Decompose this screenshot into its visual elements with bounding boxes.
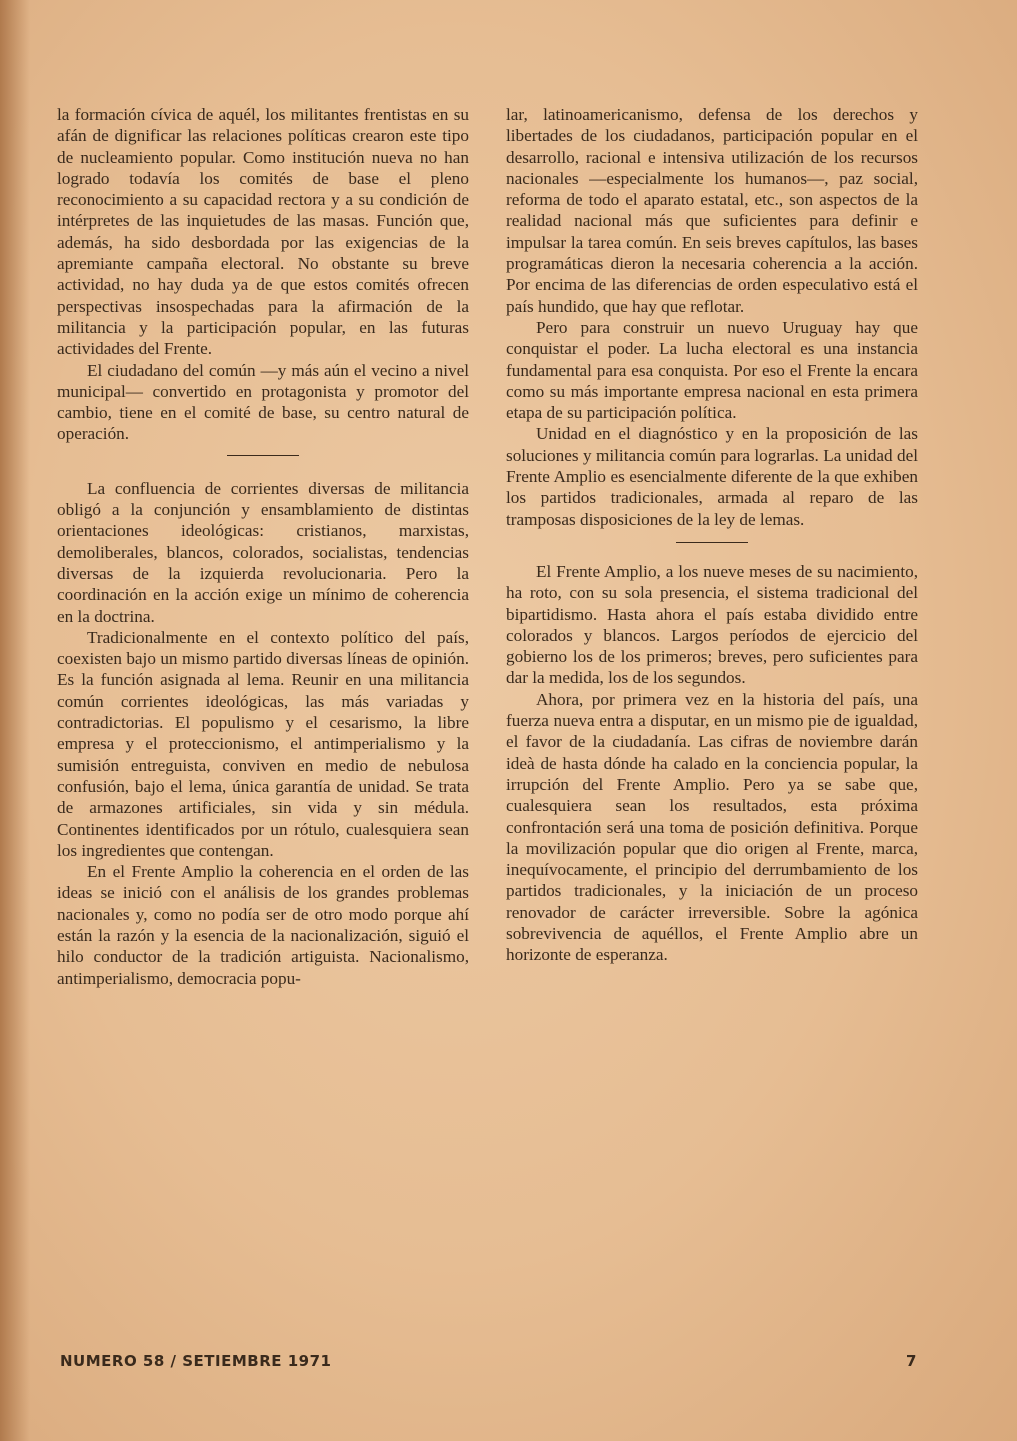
paragraph: lar, latinoamericanismo, defensa de los derechos y libertades de los ciudadanos, participación popular en el desarrollo, racional e intensiva utilización de los recursos nacionales —especialmente los humanos—, paz social, reforma de todo el aparato estatal, etc., son aspectos de la realidad nacional más que suficientes para definir e impulsar la tarea común. En seis breves capítulos, las bases programáticas dieron la necesaria coherencia a la acción. Por encima de las diferencias de orden especulativo está el país hundido, que hay que reflotar. [506,105,918,316]
issue-footer: NUMERO 58 / SETIEMBRE 1971 [60,1352,332,1370]
paragraph: En el Frente Amplio la coherencia en el orden de las ideas se inició con el análisis de los grandes problemas nacionales y, como no podía ser de otro modo porque ahí están la razón y la esencia de la nacionalización, siguió el hilo conductor de la tradición artiguista. Nacionalismo, antimperialismo, democracia popu- [57,862,469,988]
section-divider [676,542,748,543]
section-divider [227,455,299,456]
paragraph: El ciudadano del común —y más aún el vecino a nivel municipal— convertido en protagonista y promotor del cambio, tiene en el comité de base, su centro natural de operación. [57,360,469,444]
paragraph: Pero para construir un nuevo Uruguay hay que conquistar el poder. La lucha electoral es una instancia fundamental para esa conquista. Por eso el Frente la encara como su más importante empresa nacional en esta primera etapa de su participación política. [506,317,918,423]
paragraph: La confluencia de corrientes diversas de militancia obligó a la conjunción y ensamblamiento de distintas orientaciones ideológicas: cristianos, marxistas, demoliberales, blancos, colorados, socialistas, tendencias diversas de la izquierda revolucionaria. Pero la coordinación en la acción exige un mínimo de coherencia en la doctrina. [57,478,469,626]
paragraph: Tradicionalmente en el contexto político del país, coexisten bajo un mismo partido diversas líneas de opinión. Es la función asignada al lema. Reunir en una militancia común corrientes ideológicas, las más variadas y contradictorias. El populismo y el cesarismo, la libre empresa y el proteccionismo, el antimperialismo y la sumisión entreguista, conviven en medio de nebulosa confusión, bajo el lema, única garantía de unidad. Se trata de armazones artificiales, sin vida y sin médula. Continentes identificados por un rótulo, cualesquiera sean los ingredientes que contengan. [57,627,469,860]
paragraph: Ahora, por primera vez en la historia del país, una fuerza nueva entra a disputar, en un mismo pie de igualdad, el favor de la ciudadanía. Las cifras de noviembre darán ideà de hasta dónde ha calado en la conciencia popular, la irrupción del Frente Amplio. Pero ya se sabe que, cualesquiera sean los resultados, esta próxima confrontación será una toma de posición definitiva. Porque la movilización popular que dio origen al Frente, marca, inequívocamente, el principio del derrumbamiento de los partidos tradicionales, y la iniciación de un proceso renovador de carácter irreversible. Sobre la agónica sobrevivencia de aquéllos, el Frente Amplio abre un horizonte de esperanza. [506,689,918,965]
paragraph: Unidad en el diagnóstico y en la proposición de las soluciones y militancia común para lograrlas. La unidad del Frente Amplio es esencialmente diferente de la que exhiben los partidos tradicionales, armada al reparo de las tramposas disposiciones de la ley de lemas. [506,424,918,529]
right-column [506,104,918,966]
paragraph: El Frente Amplio, a los nueve meses de su nacimiento, ha roto, con su sola presencia, el sistema tradicional del bipartidismo. Hasta ahora el país estaba dividido entre colorados y blancos. Largos períodos de ejercicio del gobierno los de los primeros; breves, pero suficientes para dar la medida, los de los segundos. [506,561,918,688]
page-edge-shadow [0,0,30,1441]
page-number: 7 [906,1352,917,1370]
left-column [57,104,469,989]
paragraph: la formación cívica de aquél, los militantes frentistas en su afán de dignificar las relaciones políticas crearon este tipo de nucleamiento popular. Como institución nueva no han logrado todavía los comités de base el pleno reconocimiento a su capacidad rectora y a su condición de intérpretes de las inquietudes de las masas. Función que, además, ha sido desbordada por las exigencias de la apremiante campaña electoral. No obstante su breve actividad, no hay duda ya de que estos comités ofrecen perspectivas insospechadas para la afirmación de la militancia y la participación popular, en las futuras actividades del Frente. [57,105,469,359]
